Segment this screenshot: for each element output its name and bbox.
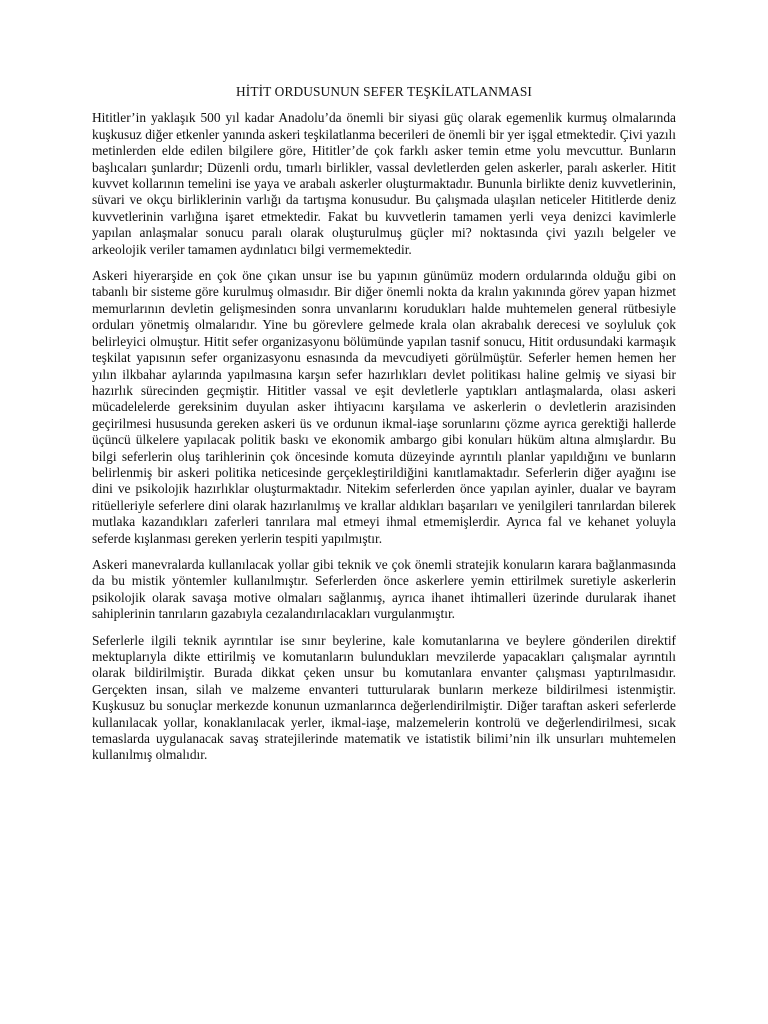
paragraph-1: Hititler’in yaklaşık 500 yıl kadar Anadolu’da önemli bir siyasi güç olarak egemenlik kurmuş olmalarında kuşkusuz diğer etkenler yanında askeri teşkilatlanma becerileri de önemli bir yer işgal etmektedir. Çivi yazılı metinlerden elde edilen bilgilere göre, Hititler’de çok farklı asker temin etme yolu mevcuttur. Bunların başlıcaları şunlardır; Düzenli ordu, tımarlı birlikler, vassal devletlerden gelen askerler, paralı askerler. Hitit kuvvet kollarının temelini ise yaya ve arabalı askerler oluşturmaktadır. Bununla birlikte deniz kuvvetlerinin, süvari ve okçu birliklerinin varlığı da tartışma konusudur. Bu çalışmada ulaşılan neticeler Hititlerde deniz kuvvetlerinin varlığına işaret etmektedir. Fakat bu kuvvetlerin tamamen yerli veya denizci kavimlerle yapılan anlaşmalar sonucu paralı olarak oluşturulmuş güçler mi? noktasında çivi yazılı belgeler ve arkeolojik veriler tamamen aydınlatıcı bilgi vermemektedir. bbox=[92, 110, 676, 257]
document-title: HİTİT ORDUSUNUN SEFER TEŞKİLATLANMASI bbox=[236, 84, 532, 99]
paragraph-3: Askeri manevralarda kullanılacak yollar gibi teknik ve çok önemli stratejik konuların karara bağlanmasında da bu mistik yöntemler kullanılmıştır. Seferlerden önce askerlere yemin ettirilmek suretiyle askerlerin psikolojik olarak savaşa motive olmaları sağlanmış, ayrıca ihanet ihtimalleri üzerinde durularak ihanet sahiplerinin tanrıların gazabıyla cezalandırılacakları vurgulanmıştır. bbox=[92, 556, 676, 622]
document-page bbox=[92, 84, 676, 774]
paragraph-4: Seferlerle ilgili teknik ayrıntılar ise sınır beylerine, kale komutanlarına ve beylere gönderilen direktif mektuplarıyla dikte ettirilmiş ve komutanların bulundukları mevzilerde yapacakları çalışmalar ayrıntılı olarak bildirilmiştir. Burada dikkat çeken unsur bu komutanlara envanter çalışması yaptırılmasıdır. Gerçekten insan, silah ve malzeme envanteri tutturularak bunların merkeze bildirilmesi istenmiştir. Kuşkusuz bu sonuçlar merkezde konunun uzmanlarınca değerlendirilmiştir. Diğer taraftan askeri seferlerde kullanılacak yollar, konaklanılacak yerler, ikmal-iaşe, malzemelerin kontrolü ve değerlendirilmesi, sıcak temaslarda uygulanacak savaş stratejilerinde matematik ve istatistik bilimi’nin ilk unsurları muhtemelen kullanılmış olmalıdır. bbox=[92, 632, 676, 763]
paragraph-2: Askeri hiyerarşide en çok öne çıkan unsur ise bu yapının günümüz modern ordularında olduğu gibi on tabanlı bir sisteme göre kurulmuş olmasıdır. Bir diğer önemli nokta da kralın yakınında görev yapan hizmet memurlarının devletin gelişmesinden sonra unvanlarını korudukları halde muhtemelen general rütbesiyle orduları yönetmiş olmalarıdır. Yine bu görevlere gelmede krala olan akrabalık derecesi ve soyluluk çok belirleyici olmuştur. Hitit sefer organizasyonu bölümünde yapılan tasnif sonucu, Hitit ordusundaki karmaşık teşkilat yapısının sefer organizasyonu esnasında da mevcudiyeti görülmüştür. Seferler hemen hemen her yılın ilkbahar aylarında yapılmasına karşın sefer hazırlıkları devlet politikası haline gelmiş ve siyasi bir hazırlık sürecinden geçmiştir. Hititler vassal ve eşit devletlerle yaptıkları antlaşmalarda, olası askeri mücadelelerde gereksinim duyulan asker ihtiyacını karşılama ve askerlerin o devletlerin arazisinden geçirilmesi hususunda gereken askeri üs ve ordunun ikmal-iaşe sorunlarını çözme ayrıca gerektiği hallerde üçüncü ülkelere yapılacak politik baskı ve ekonomik ambargo gibi konuları hüküm altına almışlardır. Bu bilgi seferlerin oluş tarihlerinin çok öncesinde komuta düzeyinde ayrıntılı planlar yapıldığını ve bunların belirlenmiş bir askeri politika neticesinde gerçekleştirildiğini kanıtlamaktadır. Seferlerin diğer ayağını ise dini ve psikolojik hazırlıklar oluşturmaktadır. Nitekim seferlerden önce yapılan ayinler, dualar ve bayram ritüelleriyle seferlere dini olarak hazırlanılmış ve krallar aldıkları başarıları ve yenilgileri tanrılardan bilerek mutlaka kazandıkları zaferleri tanrılara mal etmeyi ihmal etmemişlerdir. Ayrıca fal ve kehanet yoluyla seferde kışlanması gereken yerlerin tespiti yapılmıştır. bbox=[92, 268, 676, 546]
